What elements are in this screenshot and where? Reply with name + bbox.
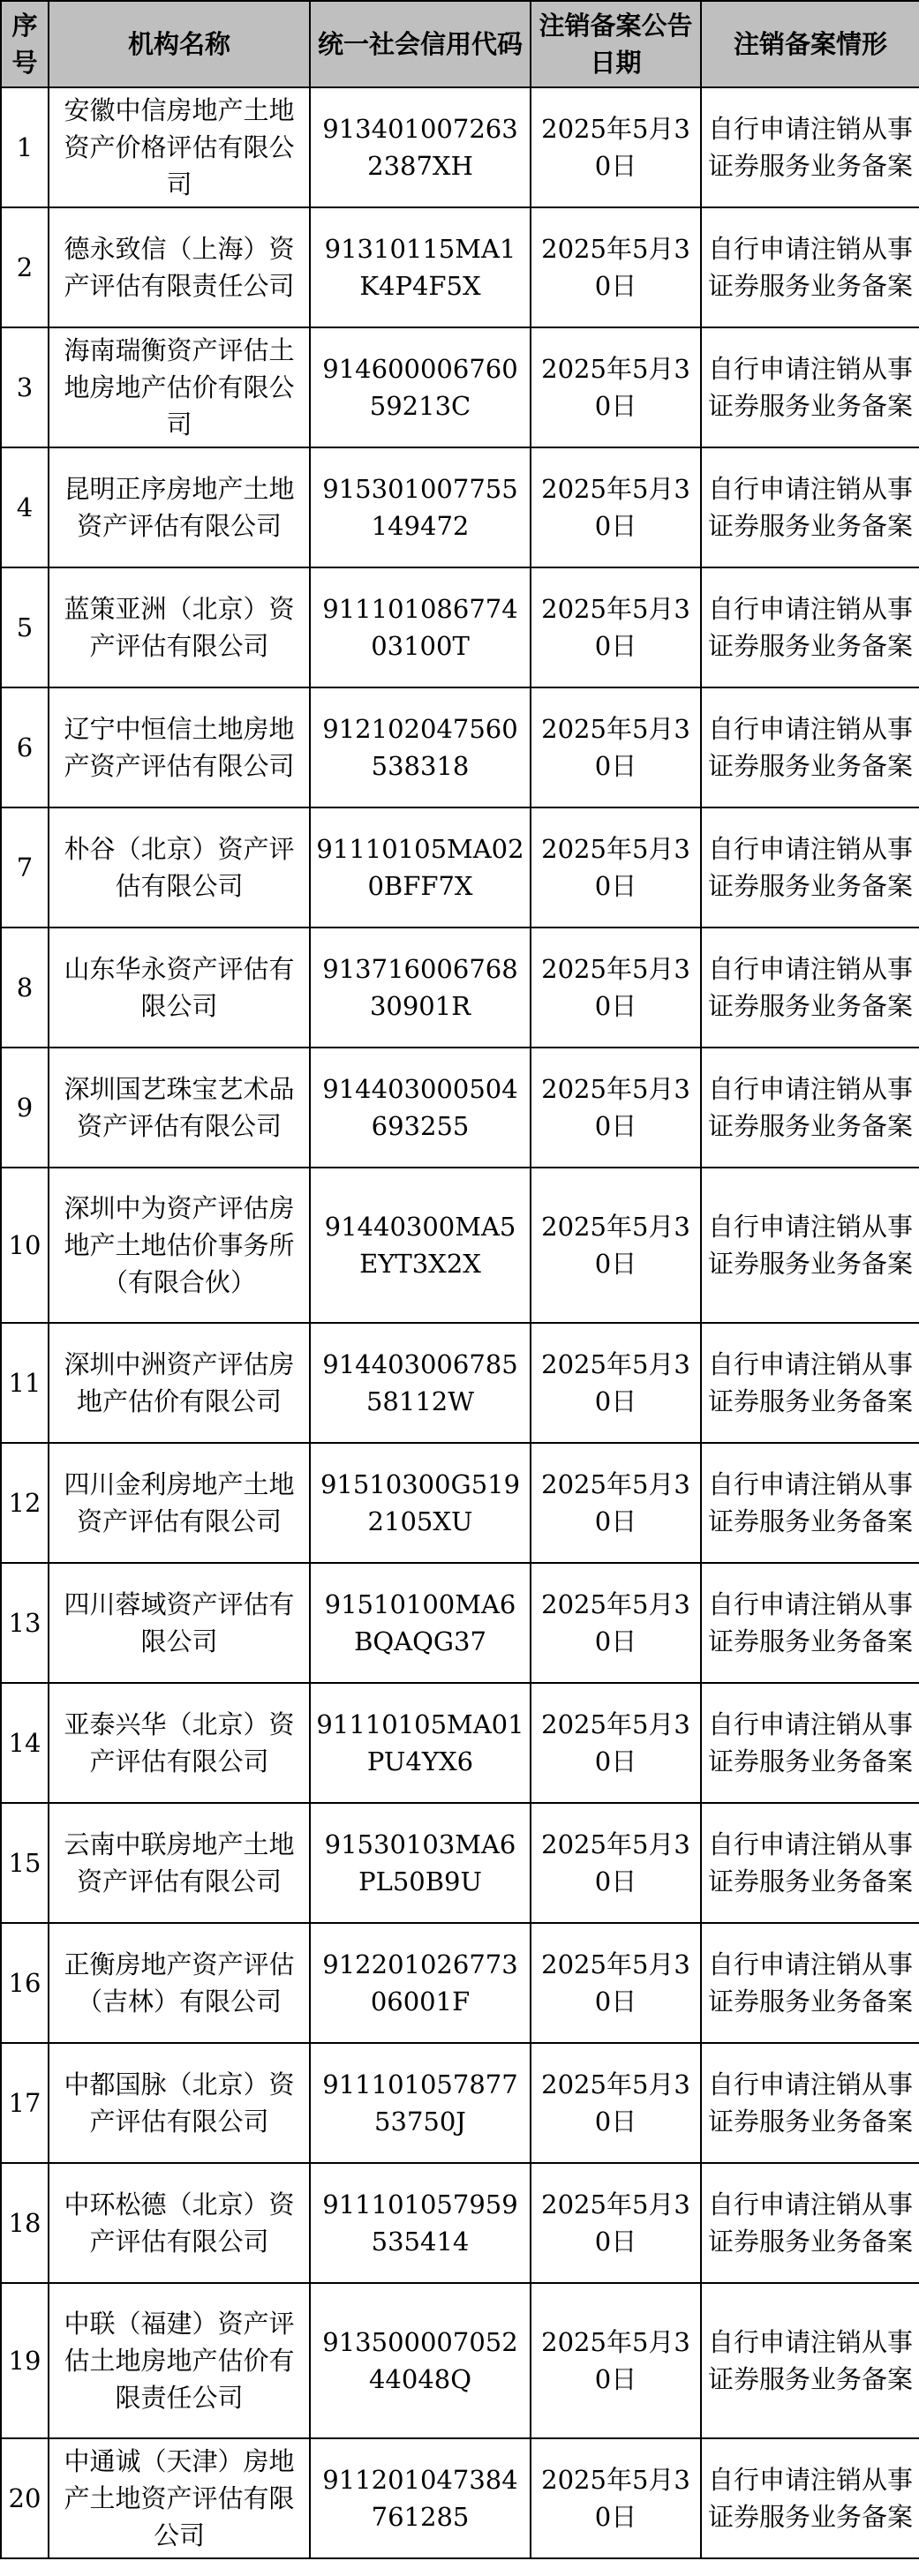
cell-no: 4 [1,447,49,567]
cell-institution-name: 亚泰兴华（北京）资产评估有限公司 [49,1683,310,1803]
cell-announcement-date: 2025年5月30日 [531,327,701,447]
table-row [1,327,919,447]
cell-institution-name: 中通诚（天津）房地产土地资产评估有限公司 [49,2438,310,2558]
cell-no: 2 [1,207,49,327]
table-row [1,2043,919,2163]
cell-no: 16 [1,1923,49,2043]
cell-institution-name: 深圳国艺珠宝艺术品资产评估有限公司 [49,1048,310,1168]
table-row [1,1168,919,1323]
cell-announcement-date: 2025年5月30日 [531,2283,701,2438]
table-header [1,1,919,87]
cell-no: 8 [1,928,49,1048]
cell-no: 5 [1,567,49,687]
cell-deregistration-status: 自行申请注销从事证券服务业务备案 [701,1168,919,1323]
cell-announcement-date: 2025年5月30日 [531,1443,701,1563]
cell-deregistration-status: 自行申请注销从事证券服务业务备案 [701,1048,919,1168]
cell-deregistration-status: 自行申请注销从事证券服务业务备案 [701,928,919,1048]
cell-institution-name: 中联（福建）资产评估土地房地产估价有限责任公司 [49,2283,310,2438]
table-row [1,1923,919,2043]
cell-no: 9 [1,1048,49,1168]
cell-deregistration-status: 自行申请注销从事证券服务业务备案 [701,1323,919,1443]
cell-credit-code: 91220102677306001F [310,1923,531,2043]
table-row [1,807,919,928]
table-row [1,1683,919,1803]
cell-credit-code: 911201047384761285 [310,2438,531,2558]
cell-institution-name: 朴谷（北京）资产评估有限公司 [49,807,310,928]
cell-institution-name: 山东华永资产评估有限公司 [49,928,310,1048]
header-date: 注销备案公告日期 [531,1,701,87]
cell-credit-code: 91440300MA5EYT3X2X [310,1168,531,1323]
cell-no: 17 [1,2043,49,2163]
cell-deregistration-status: 自行申请注销从事证券服务业务备案 [701,1683,919,1803]
cell-no: 15 [1,1803,49,1923]
cell-no: 19 [1,2283,49,2438]
cell-no: 3 [1,327,49,447]
header-code: 统一社会信用代码 [310,1,531,87]
cell-credit-code: 9134010072632387XH [310,87,531,207]
cell-announcement-date: 2025年5月30日 [531,807,701,928]
table-row [1,87,919,207]
cell-announcement-date: 2025年5月30日 [531,207,701,327]
cell-no: 7 [1,807,49,928]
cell-credit-code: 91110108677403100T [310,567,531,687]
table-row [1,567,919,687]
cell-announcement-date: 2025年5月30日 [531,2438,701,2558]
table-row [1,1563,919,1683]
cell-institution-name: 中都国脉（北京）资产评估有限公司 [49,2043,310,2163]
cell-deregistration-status: 自行申请注销从事证券服务业务备案 [701,87,919,207]
cell-no: 12 [1,1443,49,1563]
cell-deregistration-status: 自行申请注销从事证券服务业务备案 [701,567,919,687]
table-body [1,87,919,2558]
cell-credit-code: 91460000676059213C [310,327,531,447]
cell-deregistration-status: 自行申请注销从事证券服务业务备案 [701,1803,919,1923]
cell-deregistration-status: 自行申请注销从事证券服务业务备案 [701,2438,919,2558]
cell-deregistration-status: 自行申请注销从事证券服务业务备案 [701,327,919,447]
cell-announcement-date: 2025年5月30日 [531,1323,701,1443]
cell-announcement-date: 2025年5月30日 [531,2163,701,2283]
cell-announcement-date: 2025年5月30日 [531,1563,701,1683]
cell-institution-name: 深圳中为资产评估房地产土地估价事务所（有限合伙） [49,1168,310,1323]
cell-no: 11 [1,1323,49,1443]
cell-credit-code: 912102047560538318 [310,687,531,807]
cell-credit-code: 91310115MA1K4P4F5X [310,207,531,327]
cell-announcement-date: 2025年5月30日 [531,1803,701,1923]
cell-no: 10 [1,1168,49,1323]
table-row [1,928,919,1048]
cell-institution-name: 辽宁中恒信土地房地产资产评估有限公司 [49,687,310,807]
cell-no: 18 [1,2163,49,2283]
cell-institution-name: 四川金利房地产土地资产评估有限公司 [49,1443,310,1563]
cell-institution-name: 云南中联房地产土地资产评估有限公司 [49,1803,310,1923]
table-row [1,687,919,807]
cell-credit-code: 91110105MA020BFF7X [310,807,531,928]
table-row [1,447,919,567]
cell-deregistration-status: 自行申请注销从事证券服务业务备案 [701,2163,919,2283]
cell-deregistration-status: 自行申请注销从事证券服务业务备案 [701,1923,919,2043]
table-row [1,2283,919,2438]
cell-credit-code: 915301007755149472 [310,447,531,567]
cell-deregistration-status: 自行申请注销从事证券服务业务备案 [701,1563,919,1683]
cell-institution-name: 四川蓉域资产评估有限公司 [49,1563,310,1683]
table-row [1,1443,919,1563]
cell-announcement-date: 2025年5月30日 [531,687,701,807]
cell-announcement-date: 2025年5月30日 [531,447,701,567]
cell-no: 14 [1,1683,49,1803]
cell-announcement-date: 2025年5月30日 [531,87,701,207]
cell-deregistration-status: 自行申请注销从事证券服务业务备案 [701,2043,919,2163]
cell-deregistration-status: 自行申请注销从事证券服务业务备案 [701,447,919,567]
cell-credit-code: 914403000504693255 [310,1048,531,1168]
cell-credit-code: 91110105787753750J [310,2043,531,2163]
cell-credit-code: 91530103MA6PL50B9U [310,1803,531,1923]
table-row [1,207,919,327]
cell-credit-code: 91371600676830901R [310,928,531,1048]
cell-announcement-date: 2025年5月30日 [531,1168,701,1323]
table-row [1,1323,919,1443]
cell-announcement-date: 2025年5月30日 [531,1683,701,1803]
cell-institution-name: 深圳中洲资产评估房地产估价有限公司 [49,1323,310,1443]
header-status: 注销备案情形 [701,1,919,87]
cell-deregistration-status: 自行申请注销从事证券服务业务备案 [701,807,919,928]
cell-institution-name: 中环松德（北京）资产评估有限公司 [49,2163,310,2283]
cell-deregistration-status: 自行申请注销从事证券服务业务备案 [701,2283,919,2438]
cell-institution-name: 海南瑞衡资产评估土地房地产估价有限公司 [49,327,310,447]
cell-announcement-date: 2025年5月30日 [531,1048,701,1168]
cell-no: 20 [1,2438,49,2558]
cell-announcement-date: 2025年5月30日 [531,2043,701,2163]
header-name: 机构名称 [49,1,310,87]
cell-announcement-date: 2025年5月30日 [531,928,701,1048]
cell-no: 1 [1,87,49,207]
cell-credit-code: 91510300G5192105XU [310,1443,531,1563]
cell-institution-name: 正衡房地产资产评估（吉林）有限公司 [49,1923,310,2043]
cell-deregistration-status: 自行申请注销从事证券服务业务备案 [701,1443,919,1563]
table-row [1,2163,919,2283]
cell-deregistration-status: 自行申请注销从事证券服务业务备案 [701,207,919,327]
table-row [1,1803,919,1923]
cell-announcement-date: 2025年5月30日 [531,567,701,687]
cell-institution-name: 昆明正序房地产土地资产评估有限公司 [49,447,310,567]
cell-credit-code: 91350000705244048Q [310,2283,531,2438]
cell-deregistration-status: 自行申请注销从事证券服务业务备案 [701,687,919,807]
cell-institution-name: 蓝策亚洲（北京）资产评估有限公司 [49,567,310,687]
cell-no: 6 [1,687,49,807]
cell-credit-code: 91440300678558112W [310,1323,531,1443]
cell-institution-name: 德永致信（上海）资产评估有限责任公司 [49,207,310,327]
table-row [1,2438,919,2558]
cell-no: 13 [1,1563,49,1683]
cell-announcement-date: 2025年5月30日 [531,1923,701,2043]
cell-credit-code: 91110105MA01PU4YX6 [310,1683,531,1803]
cell-institution-name: 安徽中信房地产土地资产价格评估有限公司 [49,87,310,207]
table-row [1,1048,919,1168]
header-no: 序号 [1,1,49,87]
cell-credit-code: 91510100MA6BQAQG37 [310,1563,531,1683]
cell-credit-code: 911101057959535414 [310,2163,531,2283]
